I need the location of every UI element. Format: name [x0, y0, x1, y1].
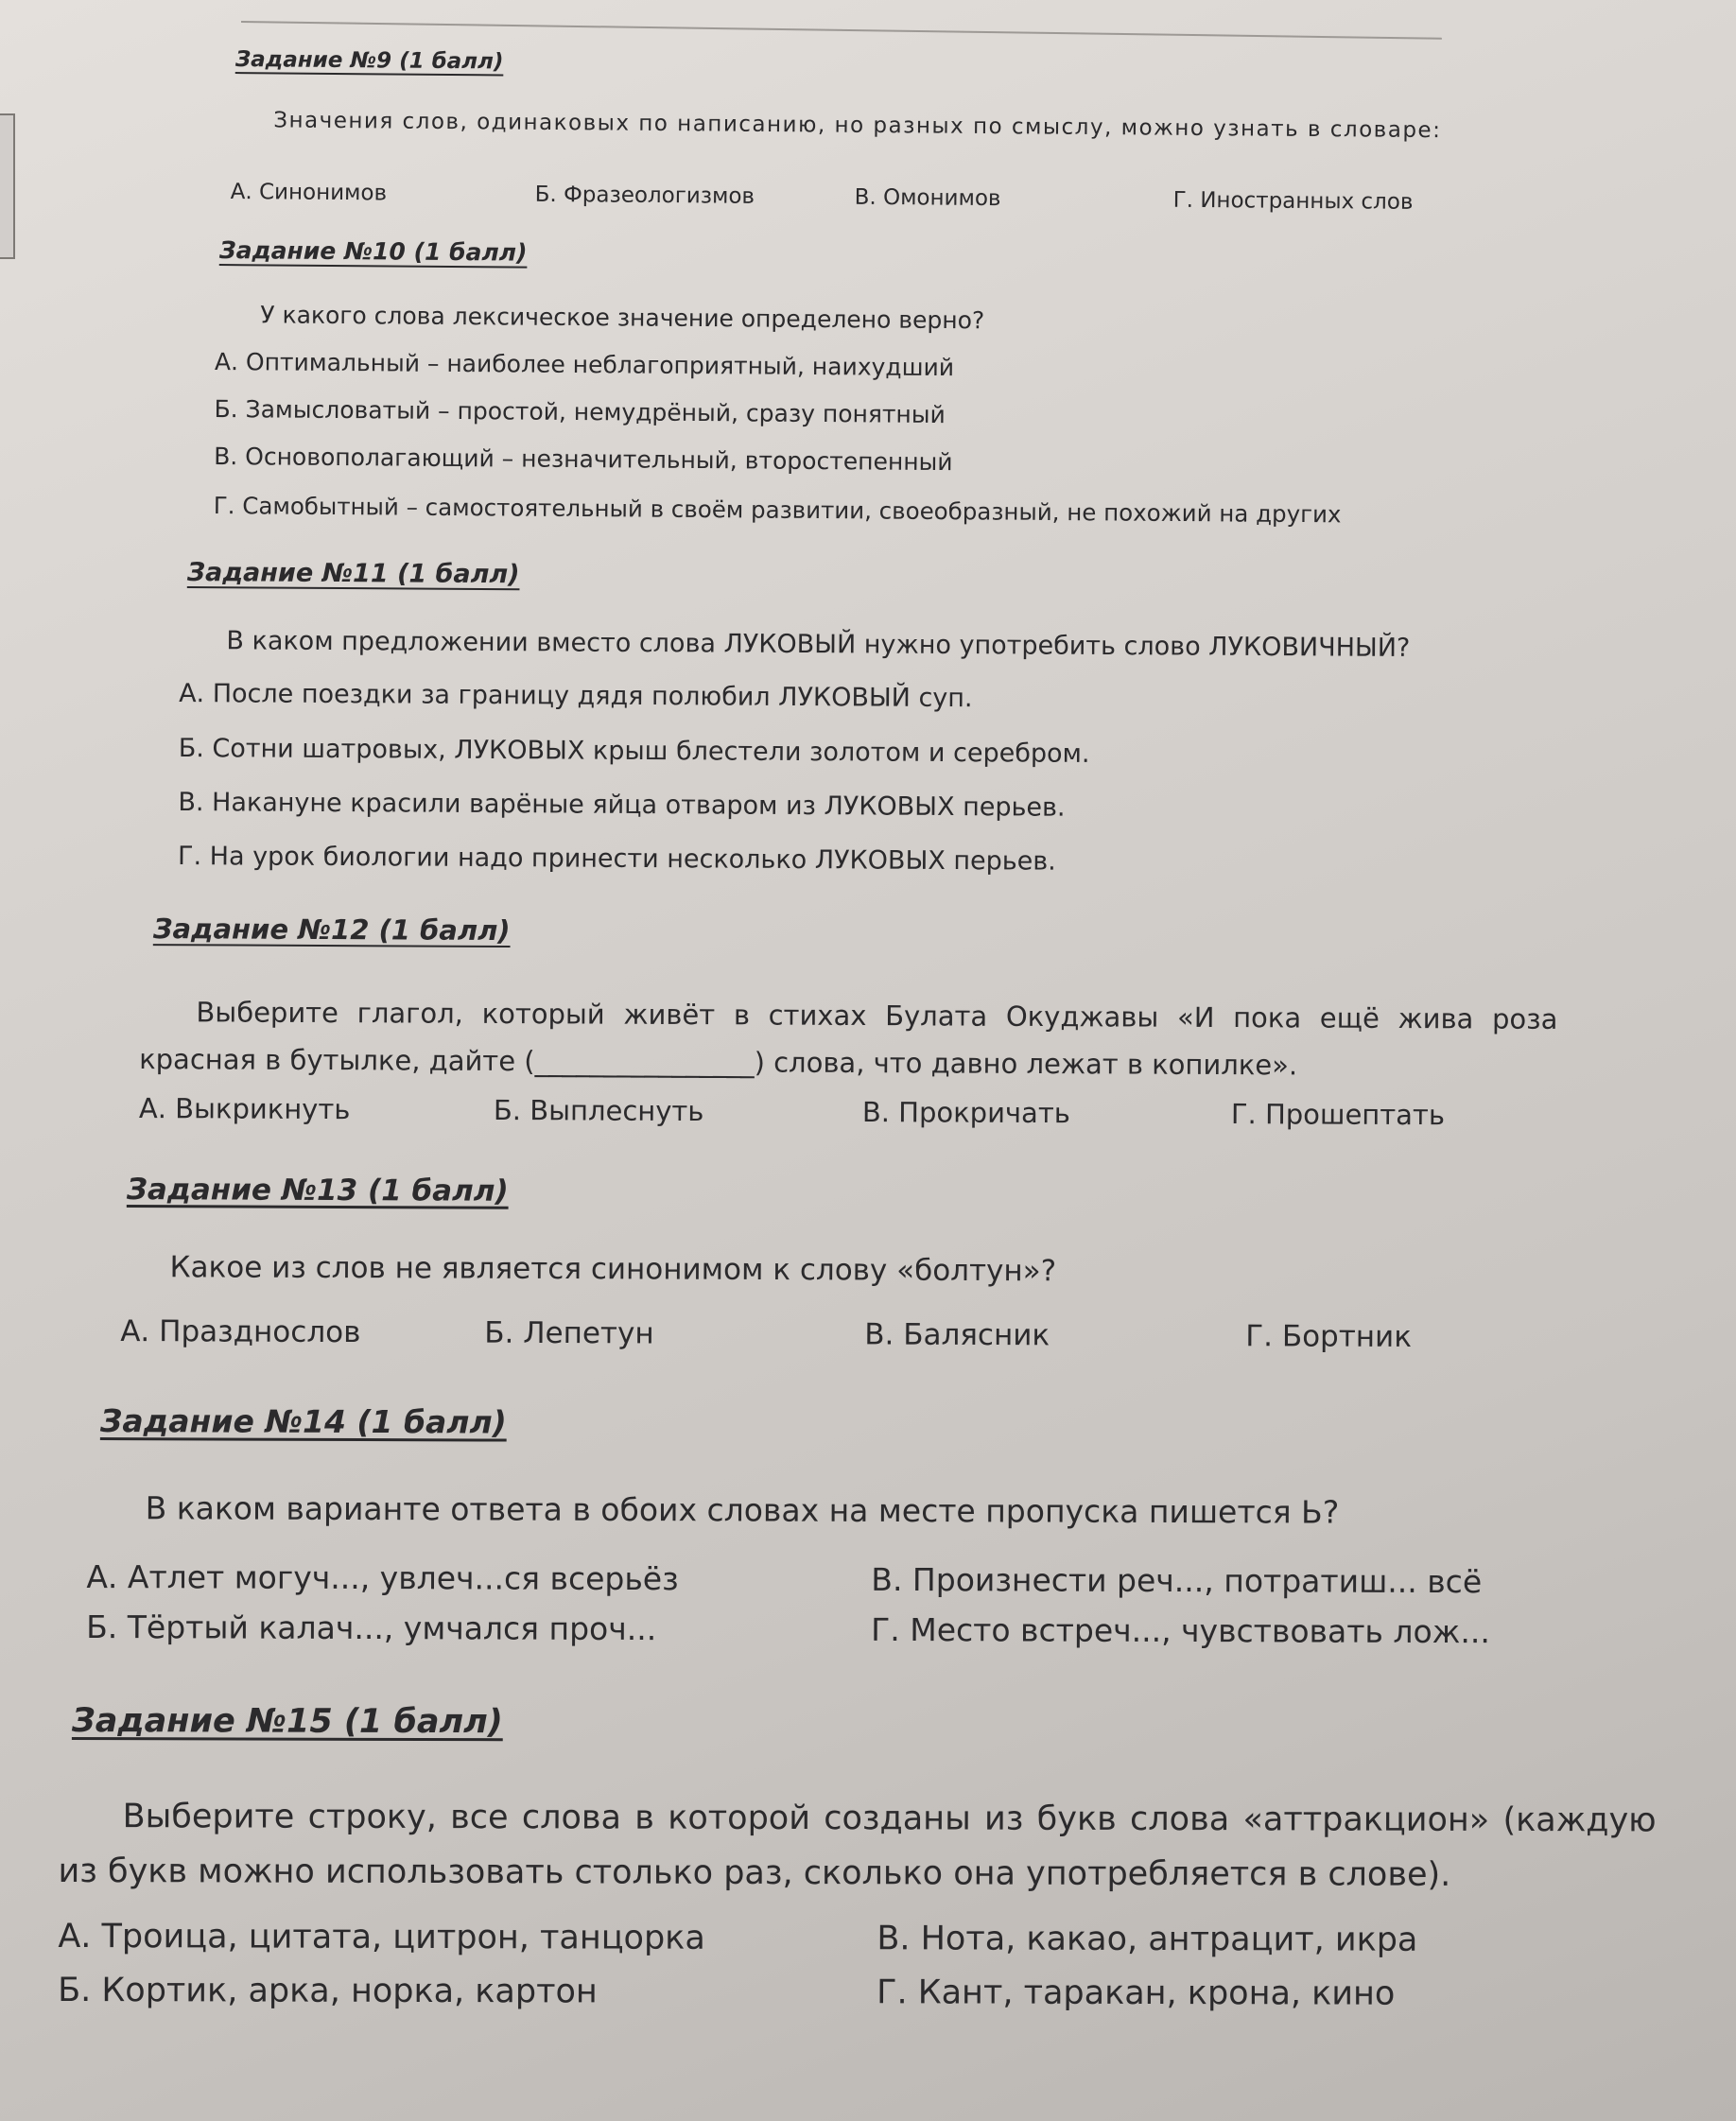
answer-option-d: Г. Прошептать	[1230, 1098, 1446, 1132]
answer-option-d: Г. На урок биологии надо принести несколько ЛУКОВЫХ перьев.	[177, 841, 1056, 877]
task-title: Задание №10 (1 балл)	[218, 236, 528, 267]
task-question: Какое из слов не является синонимом к слову «болтун»?	[169, 1250, 1057, 1289]
answer-option-c: В. Нота, какао, антрацит, икра	[877, 1920, 1418, 1959]
task-title: Задание №15 (1 балл)	[71, 1702, 503, 1742]
answer-option-d: Г. Самобытный – самостоятельный в своём развитии, своеобразный, не похожий на других	[213, 491, 1342, 529]
task-question: Значения слов, одинаковых по написанию, но разных по смыслу, можно узнать в словаре:	[273, 108, 1442, 144]
answer-option-a: А. Оптимальный – наиболее неблагоприятный, наихудший	[214, 347, 955, 382]
answer-option-c: В. Прокричать	[861, 1096, 1070, 1130]
task-title: Задание №13 (1 балл)	[126, 1173, 509, 1208]
task-title: Задание №9 (1 балл)	[234, 47, 504, 75]
answer-option-b: Б. Замысловатый – простой, немудрёный, сразу понятный	[214, 394, 946, 429]
answer-option-b: Б. Фразеологизмов	[534, 182, 755, 209]
task-title: Задание №14 (1 балл)	[99, 1402, 507, 1441]
task-15	[58, 1702, 1666, 2027]
answer-option-d: Г. Иностранных слов	[1172, 187, 1414, 215]
answer-option-a: А. Выкрикнуть	[138, 1091, 351, 1126]
task-9	[230, 47, 1461, 247]
answer-option-d: Г. Место встреч..., чувствовать лож...	[871, 1610, 1490, 1651]
task-title: Задание №11 (1 балл)	[186, 558, 520, 590]
task-12	[139, 913, 1568, 1147]
answer-option-a: А. Атлет могуч..., увлеч...ся всерьёз	[86, 1557, 679, 1598]
question-text-part-1: Выберите глагол, который живёт в стихах Булата Окуджавы «И пока ещё жива роза красная в бутылке, дайте (	[139, 996, 1558, 1078]
task-question: В каком варианте ответа в обоих словах на месте пропуска пишется Ь?	[145, 1489, 1340, 1531]
answer-option-c: В. Произнести реч..., потратиш... всё	[871, 1560, 1483, 1601]
answer-option-a: А. Троица, цитата, цитрон, танцорка	[58, 1917, 705, 1957]
task-question: В каком предложении вместо слова ЛУКОВЫЙ нужно употребить слово ЛУКОВИЧНЫЙ?	[226, 626, 1411, 663]
task-title: Задание №12 (1 балл)	[152, 913, 511, 947]
answer-option-a: А. После поездки за границу дядя полюбил ЛУКОВЫЙ суп.	[179, 678, 973, 714]
answer-option-b: Б. Тёртый калач..., умчался проч...	[86, 1608, 657, 1648]
answer-option-c: В. Основополагающий – незначительный, второстепенный	[214, 442, 953, 477]
answer-option-b: Б. Сотни шатровых, ЛУКОВЫХ крыш блестели золотом и серебром.	[178, 733, 1090, 769]
answer-option-d: Г. Кант, таракан, крона, кино	[877, 1973, 1396, 2013]
answer-blank: ________________	[534, 1045, 755, 1079]
top-divider-line	[241, 21, 1442, 40]
task-question: У какого слова лексическое значение определено верно?	[260, 301, 985, 335]
task-11	[178, 558, 1494, 887]
answer-option-c: В. Балясник	[864, 1317, 1050, 1353]
page-edge-tab	[0, 113, 15, 259]
answer-option-a: А. Синонимов	[230, 179, 388, 206]
task-question: Выберите строку, все слова в которой созданы из букв слова «аттракцион» (каждую из букв можно использовать столько раз, сколько она употребляется в слове).	[58, 1798, 1657, 1894]
answer-option-c: В. Омонимов	[854, 184, 1001, 212]
answer-option-c: В. Накануне красили варёные яйца отваром из ЛУКОВЫХ перьев.	[178, 787, 1066, 823]
answer-option-d: Г. Бортник	[1245, 1319, 1413, 1354]
task-10	[213, 236, 1472, 548]
answer-option-b: Б. Выплеснуть	[493, 1093, 704, 1128]
task-13	[120, 1173, 1587, 1368]
answer-option-b: Б. Лепетун	[484, 1315, 654, 1351]
answer-option-b: Б. Кортик, арка, норка, картон	[58, 1971, 598, 2011]
task-question	[139, 988, 1558, 1090]
question-text-part-2: ) слова, что давно лежат в копилке».	[754, 1046, 1298, 1082]
answer-option-a: А. Празднослов	[120, 1313, 361, 1350]
task-14	[86, 1402, 1600, 1654]
